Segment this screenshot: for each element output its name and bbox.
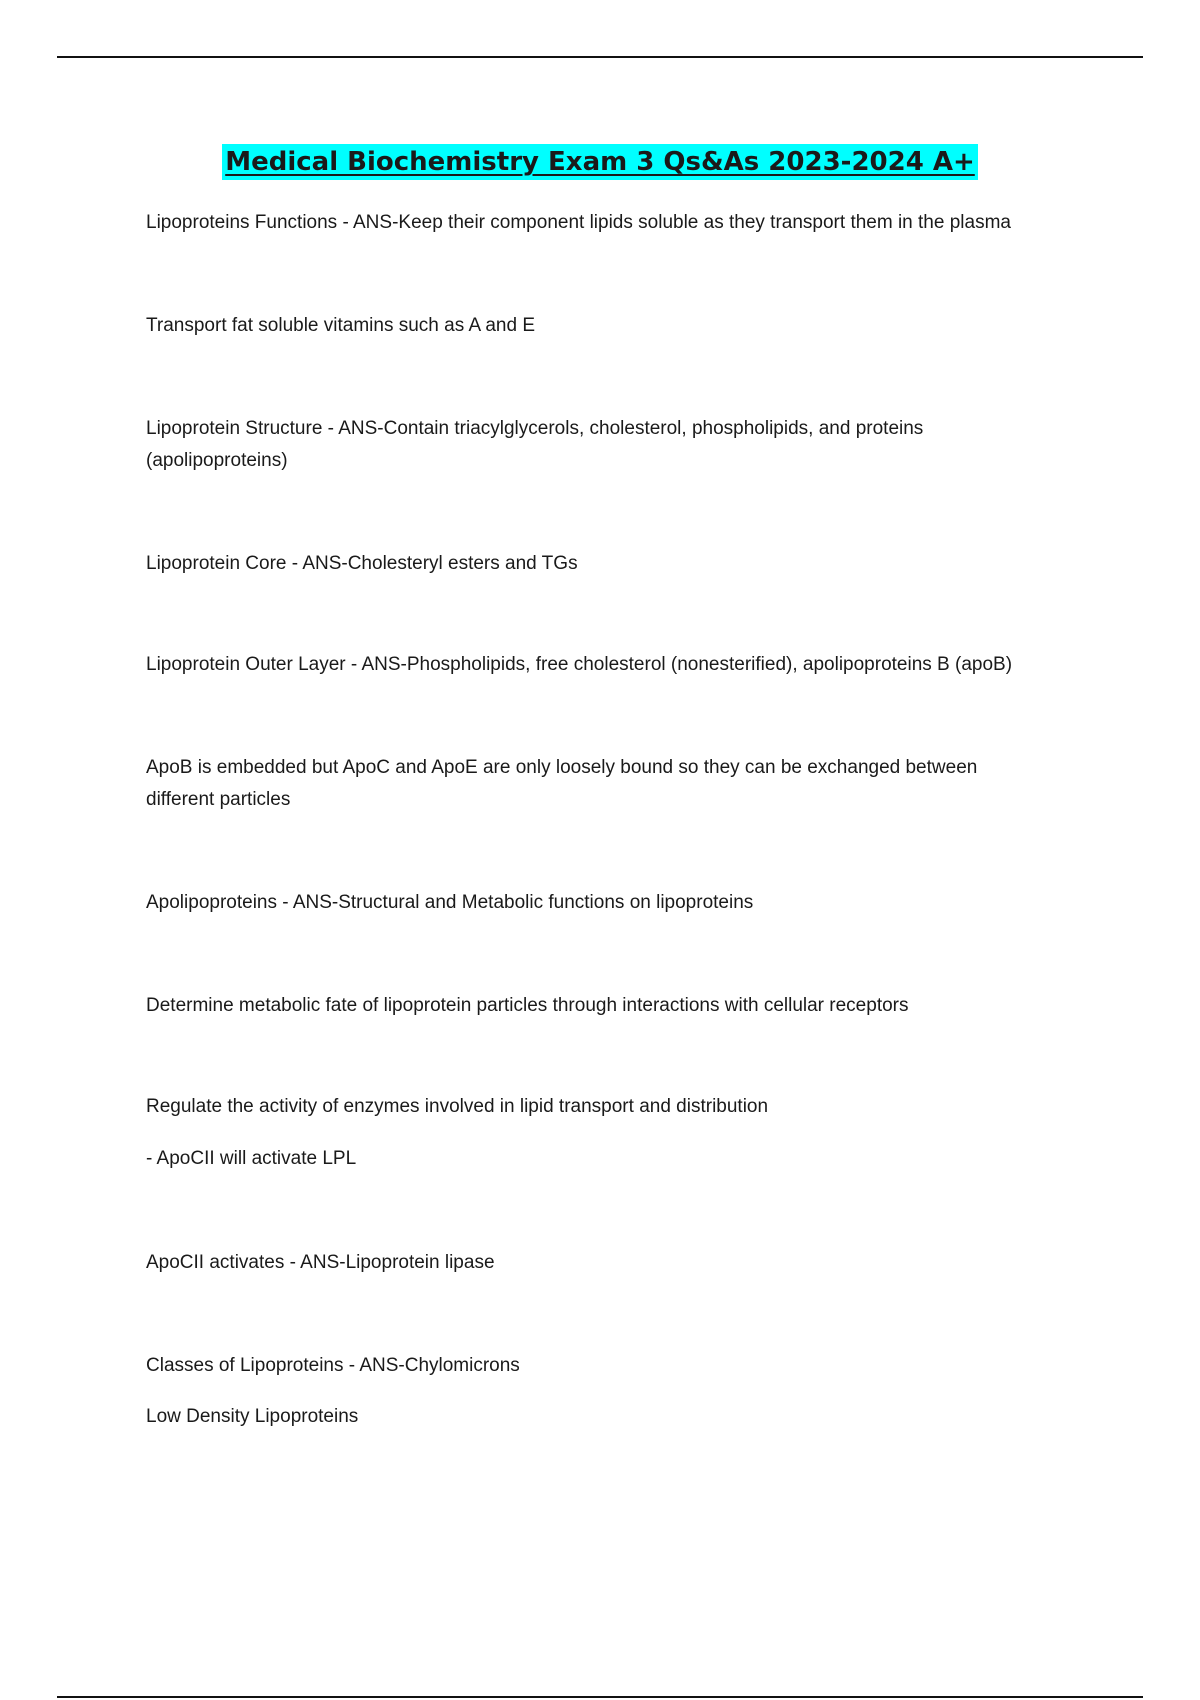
- qa-lipoprotein-structure-cont: (apolipoproteins): [146, 450, 288, 471]
- qa-transport-vitamins: Transport fat soluble vitamins such as A and E: [146, 315, 535, 336]
- qa-apocii-activates: ApoCII activates - ANS-Lipoprotein lipase: [146, 1252, 495, 1273]
- top-rule: [57, 56, 1143, 58]
- qa-classes-of-lipoproteins: Classes of Lipoproteins - ANS-Chylomicrons: [146, 1355, 520, 1376]
- qa-apob-embedded-cont: different particles: [146, 789, 291, 810]
- qa-regulate-enzymes: Regulate the activity of enzymes involved in lipid transport and distribution: [146, 1096, 769, 1117]
- qa-lipoprotein-structure: Lipoprotein Structure - ANS-Contain triacylglycerols, cholesterol, phospholipids, and proteins: [146, 418, 924, 439]
- qa-apolipoproteins: Apolipoproteins - ANS-Structural and Metabolic functions on lipoproteins: [146, 892, 754, 913]
- qa-apob-embedded: ApoB is embedded but ApoC and ApoE are only loosely bound so they can be exchanged between: [146, 757, 978, 778]
- qa-lipoprotein-outer-layer: Lipoprotein Outer Layer - ANS-Phospholipids, free cholesterol (nonesterified), apolipoproteins B (apoB): [146, 654, 1013, 675]
- document-title: Medical Biochemistry Exam 3 Qs&As 2023-2024 A+: [222, 144, 978, 180]
- qa-lipoproteins-functions: Lipoproteins Functions - ANS-Keep their component lipids soluble as they transport them in the plasma: [146, 212, 1011, 233]
- qa-metabolic-fate: Determine metabolic fate of lipoprotein particles through interactions with cellular receptors: [146, 995, 909, 1016]
- bottom-rule: [57, 1696, 1143, 1698]
- qa-lipoprotein-core: Lipoprotein Core - ANS-Cholesteryl esters and TGs: [146, 553, 578, 574]
- qa-apocii-lpl: - ApoCII will activate LPL: [146, 1148, 357, 1169]
- qa-low-density-lipoproteins: Low Density Lipoproteins: [146, 1406, 359, 1427]
- title-container: [0, 144, 1200, 180]
